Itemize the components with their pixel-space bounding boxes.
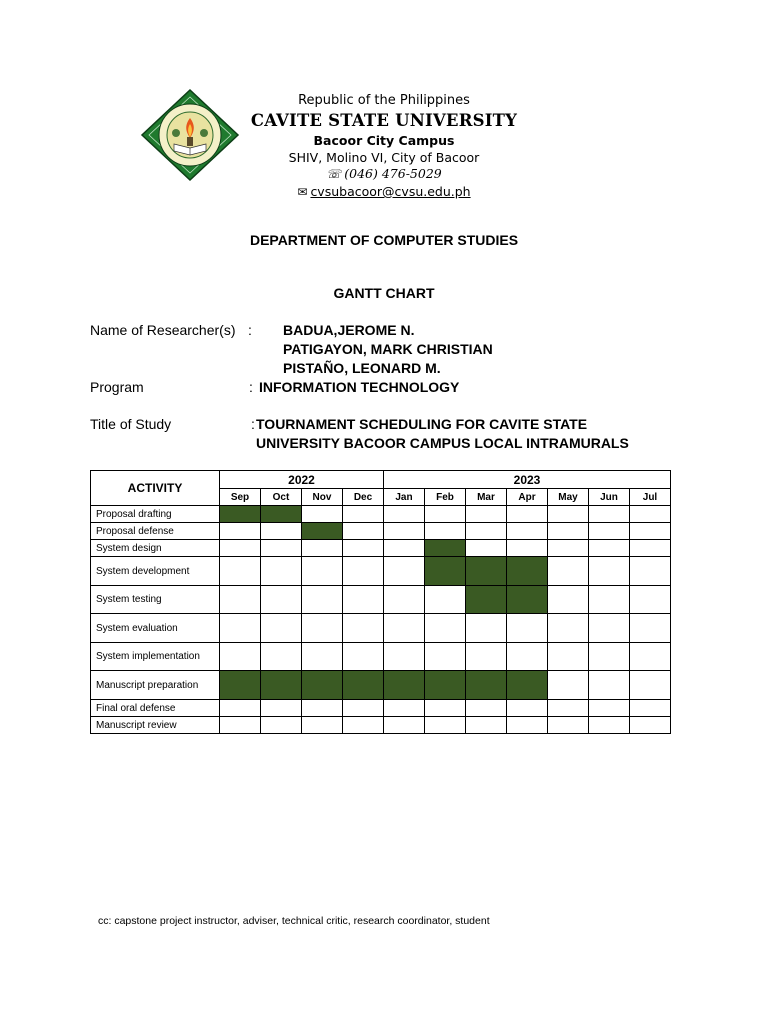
gantt-empty-cell [466,643,507,671]
gantt-bar-cell [425,557,466,586]
gantt-empty-cell [548,643,589,671]
activity-name: System design [91,540,220,557]
gantt-empty-cell [507,700,548,717]
gantt-empty-cell [630,523,671,540]
gantt-empty-cell [589,671,630,700]
year-header-2023: 2023 [384,471,671,489]
gantt-empty-cell [548,614,589,643]
gantt-row [91,586,671,614]
gantt-empty-cell [589,540,630,557]
activity-name: Manuscript preparation [91,671,220,700]
gantt-row [91,671,671,700]
gantt-empty-cell [548,506,589,523]
gantt-empty-cell [384,523,425,540]
activity-name: System development [91,557,220,586]
department-heading: DEPARTMENT OF COMPUTER STUDIES [249,232,519,248]
gantt-empty-cell [343,717,384,734]
gantt-empty-cell [343,614,384,643]
gantt-empty-cell [343,557,384,586]
gantt-empty-cell [220,557,261,586]
gantt-bar-cell [220,671,261,700]
gantt-empty-cell [220,643,261,671]
republic-heading: Republic of the Philippines [298,93,470,108]
gantt-empty-cell [507,614,548,643]
gantt-empty-cell [589,700,630,717]
gantt-empty-cell [384,557,425,586]
month-header-dec: Dec [343,489,384,506]
gantt-empty-cell [630,586,671,614]
gantt-bar-cell [425,540,466,557]
gantt-body [91,506,671,734]
gantt-empty-cell [343,586,384,614]
phone-number: (046) 476-5029 [344,166,442,181]
gantt-empty-cell [589,557,630,586]
gantt-empty-cell [343,523,384,540]
study-title-colon: : [251,416,255,432]
month-header-oct: Oct [261,489,302,506]
gantt-empty-cell [630,506,671,523]
activity-name: Final oral defense [91,700,220,717]
gantt-row [91,614,671,643]
gantt-empty-cell [425,586,466,614]
activity-name: System evaluation [91,614,220,643]
email-link[interactable]: cvsubacoor@cvsu.edu.ph [310,184,471,199]
gantt-empty-cell [302,540,343,557]
gantt-row [91,717,671,734]
gantt-bar-cell [466,671,507,700]
gantt-empty-cell [466,717,507,734]
gantt-empty-cell [507,506,548,523]
researchers-colon: : [248,322,252,338]
gantt-empty-cell [548,557,589,586]
researchers-label: Name of Researcher(s) [90,322,236,338]
month-header-may: May [548,489,589,506]
gantt-empty-cell [466,700,507,717]
email-line [220,184,548,199]
gantt-empty-cell [630,614,671,643]
gantt-empty-cell [302,586,343,614]
gantt-empty-cell [302,506,343,523]
gantt-empty-cell [261,717,302,734]
gantt-empty-cell [466,540,507,557]
gantt-empty-cell [630,557,671,586]
gantt-empty-cell [507,717,548,734]
gantt-empty-cell [220,700,261,717]
gantt-bar-cell [507,671,548,700]
gantt-empty-cell [630,700,671,717]
gantt-empty-cell [425,700,466,717]
gantt-bar-cell [302,671,343,700]
gantt-empty-cell [589,523,630,540]
gantt-empty-cell [507,523,548,540]
gantt-empty-cell [343,540,384,557]
researcher-name-1: BADUA,JEROME N. [283,322,415,338]
gantt-empty-cell [466,614,507,643]
campus-address: SHIV, Molino VI, City of Bacoor [288,150,480,165]
gantt-empty-cell [220,717,261,734]
researcher-name-3: PISTAÑO, LEONARD M. [283,360,441,376]
gantt-empty-cell [548,671,589,700]
gantt-bar-cell [466,586,507,614]
month-header-jan: Jan [384,489,425,506]
gantt-table [90,470,671,734]
gantt-empty-cell [507,540,548,557]
gantt-empty-cell [302,557,343,586]
gantt-empty-cell [425,614,466,643]
gantt-empty-cell [261,523,302,540]
researcher-name-2: PATIGAYON, MARK CHRISTIAN [283,341,493,357]
gantt-empty-cell [589,586,630,614]
study-title-line-1: TOURNAMENT SCHEDULING FOR CAVITE STATE [256,416,588,432]
gantt-empty-cell [261,700,302,717]
gantt-bar-cell [507,557,548,586]
gantt-empty-cell [630,643,671,671]
gantt-empty-cell [384,506,425,523]
cc-footer-note: cc: capstone project instructor, adviser, technical critic, research coordinator, student [98,915,490,927]
gantt-empty-cell [302,643,343,671]
gantt-empty-cell [425,643,466,671]
month-header-jun: Jun [589,489,630,506]
year-header-row [91,471,671,489]
activity-name: Manuscript review [91,717,220,734]
gantt-empty-cell [261,643,302,671]
gantt-empty-cell [630,717,671,734]
university-name: CAVITE STATE UNIVERSITY [250,111,518,130]
gantt-empty-cell [220,540,261,557]
year-header-2022: 2022 [220,471,384,489]
gantt-empty-cell [343,506,384,523]
gantt-empty-cell [261,586,302,614]
activity-name: System testing [91,586,220,614]
gantt-empty-cell [261,614,302,643]
month-header-mar: Mar [466,489,507,506]
program-label: Program [90,379,144,395]
gantt-empty-cell [466,506,507,523]
gantt-empty-cell [589,643,630,671]
gantt-empty-cell [589,717,630,734]
gantt-row [91,506,671,523]
study-title-label: Title of Study [90,416,172,432]
telephone-icon: ☏ [326,167,342,181]
program-value: INFORMATION TECHNOLOGY [259,379,460,395]
gantt-empty-cell [220,586,261,614]
gantt-empty-cell [589,614,630,643]
gantt-empty-cell [343,700,384,717]
gantt-bar-cell [261,671,302,700]
gantt-empty-cell [302,614,343,643]
month-header-apr: Apr [507,489,548,506]
gantt-empty-cell [548,523,589,540]
gantt-empty-cell [384,614,425,643]
gantt-empty-cell [343,643,384,671]
gantt-empty-cell [425,717,466,734]
gantt-row [91,700,671,717]
month-header-sep: Sep [220,489,261,506]
gantt-row [91,540,671,557]
gantt-empty-cell [548,540,589,557]
month-header-jul: Jul [630,489,671,506]
gantt-empty-cell [261,557,302,586]
gantt-bar-cell [384,671,425,700]
gantt-empty-cell [302,700,343,717]
activity-name: System implementation [91,643,220,671]
campus-name: Bacoor City Campus [313,133,455,148]
gantt-empty-cell [261,540,302,557]
gantt-empty-cell [425,523,466,540]
gantt-empty-cell [507,643,548,671]
gantt-bar-cell [425,671,466,700]
gantt-bar-cell [302,523,343,540]
gantt-row [91,557,671,586]
envelope-icon: ✉ [297,185,308,199]
gantt-empty-cell [630,671,671,700]
gantt-empty-cell [548,717,589,734]
program-colon: : [249,379,253,395]
gantt-empty-cell [220,523,261,540]
gantt-bar-cell [343,671,384,700]
gantt-bar-cell [466,557,507,586]
gantt-empty-cell [589,506,630,523]
month-header-nov: Nov [302,489,343,506]
gantt-empty-cell [220,614,261,643]
gantt-empty-cell [630,540,671,557]
activity-name: Proposal defense [91,523,220,540]
activity-header: ACTIVITY [91,471,220,506]
gantt-bar-cell [261,506,302,523]
gantt-empty-cell [384,540,425,557]
gantt-row [91,523,671,540]
gantt-empty-cell [548,700,589,717]
gantt-empty-cell [548,586,589,614]
gantt-empty-cell [425,506,466,523]
gantt-empty-cell [384,586,425,614]
gantt-bar-cell [220,506,261,523]
gantt-empty-cell [384,700,425,717]
gantt-row [91,643,671,671]
gantt-empty-cell [466,523,507,540]
gantt-empty-cell [384,717,425,734]
gantt-empty-cell [384,643,425,671]
gantt-bar-cell [507,586,548,614]
document-title: GANTT CHART [333,285,435,301]
gantt-empty-cell [302,717,343,734]
month-header-feb: Feb [425,489,466,506]
activity-name: Proposal drafting [91,506,220,523]
study-title-line-2: UNIVERSITY BACOOR CAMPUS LOCAL INTRAMURALS [256,435,629,451]
phone-line [220,166,548,181]
